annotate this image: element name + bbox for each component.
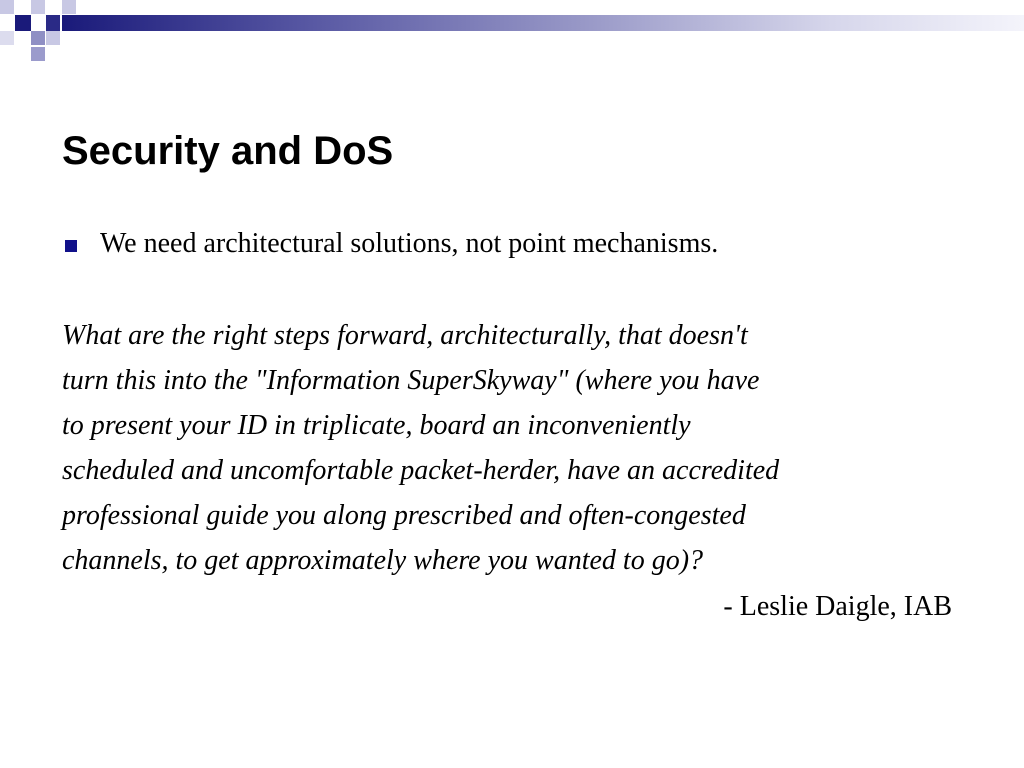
quote-line: professional guide you along prescribed and often-congested <box>62 500 746 531</box>
quote-line: to present your ID in triplicate, board an inconveniently <box>62 410 691 441</box>
slide-title: Security and DoS <box>62 129 394 173</box>
square-bullet-icon <box>65 240 77 252</box>
decorative-square <box>31 31 45 45</box>
bullet-item <box>62 224 962 264</box>
decorative-square <box>15 15 31 31</box>
quote-line: scheduled and uncomfortable packet-herder, have an accredited <box>62 455 780 486</box>
decorative-square <box>0 31 14 45</box>
decorative-square <box>0 0 14 14</box>
decorative-square <box>31 0 45 14</box>
quote-line: What are the right steps forward, architecturally, that doesn't <box>62 320 748 351</box>
quote-block <box>62 313 962 583</box>
decorative-corner-squares <box>0 0 80 64</box>
decorative-square <box>46 15 60 31</box>
bullet-text: We need architectural solutions, not point mechanisms. <box>100 228 719 259</box>
decorative-square <box>62 0 76 14</box>
decorative-square <box>46 31 60 45</box>
quote-line: turn this into the "Information SuperSkyway" (where you have <box>62 365 760 396</box>
quote-line: channels, to get approximately where you wanted to go)? <box>62 545 704 576</box>
decorative-square <box>31 47 45 61</box>
quote-attribution: - Leslie Daigle, IAB <box>723 591 952 622</box>
header-gradient-bar <box>62 15 1024 31</box>
bullet-list <box>62 224 962 264</box>
